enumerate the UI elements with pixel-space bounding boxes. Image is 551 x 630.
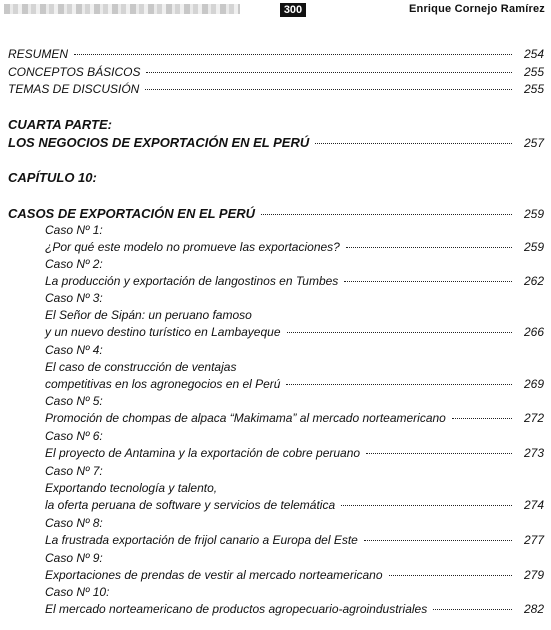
toc-entry-chapter xyxy=(8,205,544,223)
dot-leader xyxy=(287,332,513,333)
case-title: La frustrada exportación de frijol canario a Europa del Este xyxy=(45,533,358,547)
case-entry xyxy=(45,324,544,341)
part-subtitle: LOS NEGOCIOS DE EXPORTACIÓN EN EL PERÚ xyxy=(8,135,310,150)
case-title: El mercado norteamericano de productos agropecuario-agroindustriales xyxy=(45,602,428,616)
chapter-title: CASOS DE EXPORTACIÓN EN EL PERÚ xyxy=(8,206,256,221)
case-entry xyxy=(45,273,544,290)
dot-leader xyxy=(344,281,512,282)
case-entry xyxy=(45,532,544,549)
toc-page: 262 xyxy=(523,274,544,288)
running-head-author: Enrique Cornejo Ramírez xyxy=(408,3,545,15)
dot-leader xyxy=(389,575,512,576)
case-title-line: El caso de construcción de ventajas xyxy=(45,360,237,374)
toc-page: 272 xyxy=(523,411,544,425)
case-label: Caso Nº 4: xyxy=(45,343,103,357)
dot-leader xyxy=(146,72,512,73)
case-entry xyxy=(45,445,544,462)
case-title: y un nuevo destino turístico en Lambayeque xyxy=(45,325,281,339)
case-title: La producción y exportación de langostinos en Tumbes xyxy=(45,274,339,288)
toc-entry-resumen xyxy=(8,46,544,63)
case-label: Caso Nº 2: xyxy=(45,257,103,271)
chapter-label: CAPÍTULO 10: xyxy=(8,170,97,185)
case-entry xyxy=(45,376,544,393)
toc-page: 282 xyxy=(523,602,544,616)
dot-leader xyxy=(145,89,512,90)
case-title: El proyecto de Antamina y la exportación de cobre peruano xyxy=(45,446,361,460)
case-title-line: El Señor de Sipán: un peruano famoso xyxy=(45,308,252,322)
toc-page: 259 xyxy=(523,207,544,221)
toc-page: 277 xyxy=(523,533,544,547)
dot-leader xyxy=(341,505,512,506)
case-label: Caso Nº 9: xyxy=(45,551,103,565)
toc-page: 279 xyxy=(523,568,544,582)
toc-page: 274 xyxy=(523,498,544,512)
case-label: Caso Nº 7: xyxy=(45,464,103,478)
toc-label: CONCEPTOS BÁSICOS xyxy=(8,65,141,79)
case-label: Caso Nº 3: xyxy=(45,291,103,305)
case-entry xyxy=(45,601,544,618)
toc-page: 273 xyxy=(523,446,544,460)
case-label: Caso Nº 10: xyxy=(45,585,110,599)
toc-page: 255 xyxy=(523,65,544,79)
case-title: la oferta peruana de software y servicios de telemática xyxy=(45,498,336,512)
dot-leader xyxy=(74,54,512,55)
case-label: Caso Nº 6: xyxy=(45,429,103,443)
toc-entry-conceptos xyxy=(8,64,544,81)
toc-page: 255 xyxy=(523,82,544,96)
toc-label: RESUMEN xyxy=(8,47,69,61)
case-entry xyxy=(45,239,544,256)
part-title: CUARTA PARTE: xyxy=(8,117,112,132)
dot-leader xyxy=(366,453,512,454)
page-number-badge: 300 xyxy=(280,3,306,17)
case-label: Caso Nº 1: xyxy=(45,223,103,237)
dot-leader xyxy=(261,214,512,215)
toc-page: 269 xyxy=(523,377,544,391)
case-entry xyxy=(45,410,544,427)
toc-label: TEMAS DE DISCUSIÓN xyxy=(8,82,140,96)
toc-entry-part4 xyxy=(8,134,544,152)
toc-page: 259 xyxy=(523,240,544,254)
case-entry xyxy=(45,497,544,514)
toc-page: 257 xyxy=(523,136,544,150)
page-header xyxy=(0,0,551,20)
dot-leader xyxy=(364,540,512,541)
toc-page: 266 xyxy=(523,325,544,339)
header-blurred-title xyxy=(4,4,240,14)
case-label: Caso Nº 8: xyxy=(45,516,103,530)
dot-leader xyxy=(315,143,512,144)
dot-leader xyxy=(286,384,512,385)
dot-leader xyxy=(452,418,512,419)
toc-entry-temas xyxy=(8,81,544,98)
dot-leader xyxy=(346,247,512,248)
case-title: Exportaciones de prendas de vestir al mercado norteamericano xyxy=(45,568,383,582)
case-entry xyxy=(45,567,544,584)
dot-leader xyxy=(433,609,512,610)
toc-page: 254 xyxy=(523,47,544,61)
case-title: ¿Por qué este modelo no promueve las exportaciones? xyxy=(45,240,340,254)
case-title-line: Exportando tecnología y talento, xyxy=(45,481,218,495)
case-label: Caso Nº 5: xyxy=(45,394,103,408)
case-title: Promoción de chompas de alpaca “Makimama” al mercado norteamericano xyxy=(45,411,446,425)
case-title: competitivas en los agronegocios en el Perú xyxy=(45,377,281,391)
